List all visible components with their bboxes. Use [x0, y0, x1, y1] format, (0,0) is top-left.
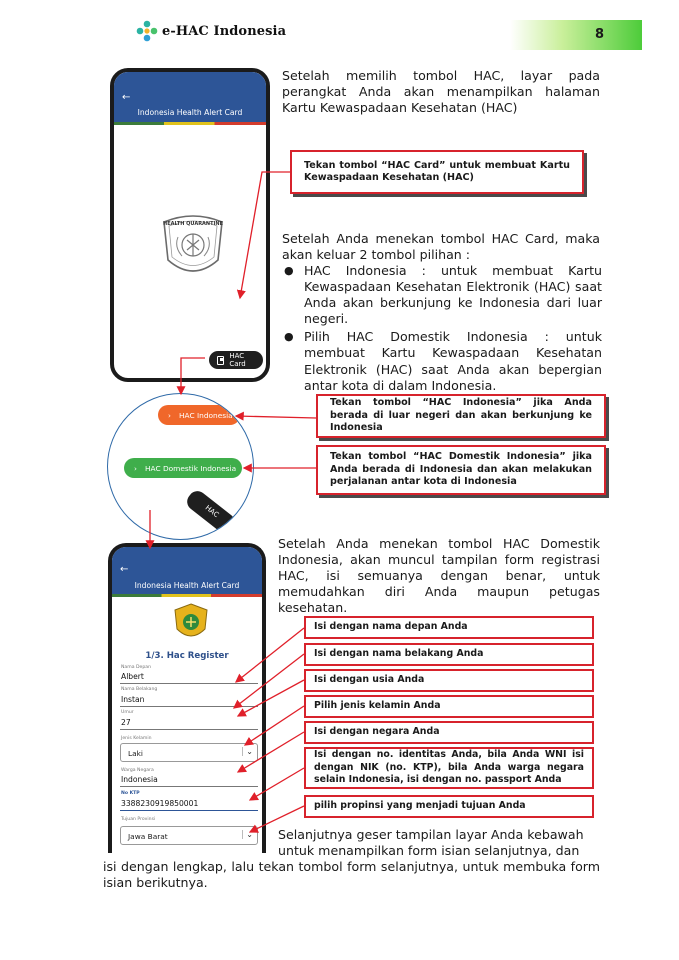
- hac-domestik-label: HAC Domestik Indonesia: [144, 463, 237, 473]
- jenis-kelamin-value: Laki: [128, 749, 143, 758]
- callout-hac-card: Tekan tombol “HAC Card” untuk membuat Kartu Kewaspadaan Kesehatan (HAC): [290, 150, 584, 194]
- paragraph-next-rest: isi dengan lengkap, lalu tekan tombol form selanjutnya, untuk membuka form isian berikutnya.: [103, 859, 600, 891]
- chevron-down-icon: ⌄: [242, 830, 253, 839]
- nama-depan-field[interactable]: Albert: [121, 672, 144, 681]
- callout-kelamin: Pilih jenis kelamin Anda: [304, 695, 594, 718]
- page-number: 8: [594, 27, 604, 42]
- ehac-logo: [136, 20, 286, 42]
- phone-title: Indonesia Health Alert Card: [134, 581, 240, 590]
- flag-strip: [114, 122, 266, 125]
- jenis-kelamin-label: Jenis Kelamin: [121, 736, 152, 741]
- paragraph-next-line1: Selanjutnya geser tampilan layar Anda kebawah: [278, 827, 584, 842]
- back-arrow-icon[interactable]: ←: [122, 92, 131, 103]
- no-ktp-label: No KTP: [121, 791, 140, 796]
- nama-belakang-label: Nama Belakang: [121, 687, 158, 692]
- flag-strip: [112, 594, 262, 597]
- phone-hac-screen: [110, 68, 270, 382]
- hac-card-label: HAC Card: [229, 352, 246, 368]
- page-number-bar: [510, 20, 642, 50]
- phone-header: [114, 72, 266, 122]
- callout-identitas: Isi dengan no. identitas Anda, bila Anda WNI isi dengan NIK (no. KTP), bila Anda warga negara selain Indonesia, isi dengan no. passport Anda: [304, 747, 594, 789]
- bullet-text-hac-indonesia: HAC Indonesia : untuk membuat Kartu Kewaspadaan Kesehatan Elektronik (HAC) saat Anda akan berkunjung ke Indonesia dari luar negeri.: [304, 263, 602, 327]
- kkp-shield-logo-icon: [173, 603, 209, 643]
- list-item: [284, 329, 602, 393]
- tujuan-provinsi-select[interactable]: [120, 826, 258, 845]
- paragraph-form-registration: Setelah Anda menekan tombol HAC Domestik Indonesia, akan muncul tampilan form registrasi HAC, isi semuanya dengan benar, untuk memudahkan diri Anda maupun petugas kesehatan.: [278, 536, 600, 616]
- phone-header: [112, 547, 262, 594]
- phone-form-screen: [108, 543, 266, 853]
- callout-hac-indonesia: Tekan tombol “HAC Indonesia” jika Anda berada di luar negeri dan akan berkunjung ke Indonesia: [316, 394, 606, 438]
- bullet-icon: ●: [284, 330, 294, 344]
- paragraph-hac-card-options: Setelah Anda menekan tombol HAC Card, maka akan keluar 2 tombol pilihan :: [282, 231, 600, 263]
- umur-field[interactable]: 27: [121, 718, 131, 727]
- list-item: [284, 263, 602, 327]
- ehac-plus-logo-icon: [136, 20, 158, 42]
- callout-hac-domestik: Tekan tombol “HAC Domestik Indonesia” jika Anda berada di Indonesia dan akan melakukan perjalanan antar kota di Indonesia: [316, 445, 606, 495]
- phone-title: Indonesia Health Alert Card: [137, 108, 243, 117]
- options-list: [284, 263, 602, 396]
- callout-nama-depan: Isi dengan nama depan Anda: [304, 616, 594, 639]
- hac-indonesia-button[interactable]: [158, 405, 240, 425]
- chevron-down-icon: ⌄: [242, 747, 253, 756]
- nama-depan-label: Nama Depan: [121, 665, 152, 670]
- umur-label: Umur: [121, 710, 134, 715]
- jenis-kelamin-select[interactable]: [120, 743, 258, 762]
- hac-indonesia-label: HAC Indonesia: [178, 410, 233, 420]
- callout-propinsi: pilih propinsi yang menjadi tujuan Anda: [304, 795, 594, 818]
- warga-negara-label: Warga Negara: [121, 768, 154, 773]
- paragraph-hac-screen: Setelah memilih tombol HAC, layar pada perangkat Anda akan menampilkan halaman Kartu Kewaspadaan Kesehatan (HAC): [282, 68, 600, 116]
- chevron-right-icon: ›: [168, 410, 171, 420]
- callout-nama-belakang: Isi dengan nama belakang Anda: [304, 643, 594, 666]
- field-underline: [120, 706, 258, 707]
- card-icon: [217, 356, 224, 365]
- arrow-to-hac-indonesia: [236, 416, 316, 418]
- health-quarantine-emblem-icon: [158, 212, 228, 280]
- chevron-right-icon: ›: [134, 463, 137, 473]
- no-ktp-field[interactable]: 3388230919850001: [121, 799, 199, 808]
- form-title: 1/3. Hac Register: [145, 651, 229, 661]
- paragraph-next-line2: untuk menampilkan form isian selanjutnya, dan: [278, 843, 580, 858]
- back-arrow-icon[interactable]: ←: [120, 564, 129, 575]
- hac-card-button-partial[interactable]: [184, 487, 239, 536]
- tujuan-provinsi-label: Tujuan Provinsi: [121, 817, 156, 822]
- callout-negara: Isi dengan negara Anda: [304, 721, 594, 744]
- emblem-text: HEALTH QUARANTINE: [163, 221, 223, 227]
- warga-negara-field[interactable]: Indonesia: [121, 775, 158, 784]
- field-underline-active: [120, 810, 258, 811]
- field-underline: [120, 729, 258, 730]
- zoom-buttons-circle: [107, 393, 254, 540]
- field-underline: [120, 683, 258, 684]
- callout-usia: Isi dengan usia Anda: [304, 669, 594, 692]
- nama-belakang-field[interactable]: Instan: [121, 695, 145, 704]
- hac-domestik-button[interactable]: [124, 458, 242, 478]
- tujuan-provinsi-value: Jawa Barat: [128, 832, 168, 841]
- field-underline: [120, 786, 258, 787]
- bullet-icon: ●: [284, 264, 294, 277]
- hac-card-partial-label: HAC: [203, 503, 221, 520]
- logo-text: e-HAC Indonesia: [162, 23, 287, 39]
- bullet-text-hac-domestik: Pilih HAC Domestik Indonesia : untuk membuat Kartu Kewaspadaan Kesehatan Elektronik (HAC) saat Anda akan bepergian antar kota di dalam Indonesia.: [304, 329, 602, 393]
- hac-card-button[interactable]: [209, 351, 263, 369]
